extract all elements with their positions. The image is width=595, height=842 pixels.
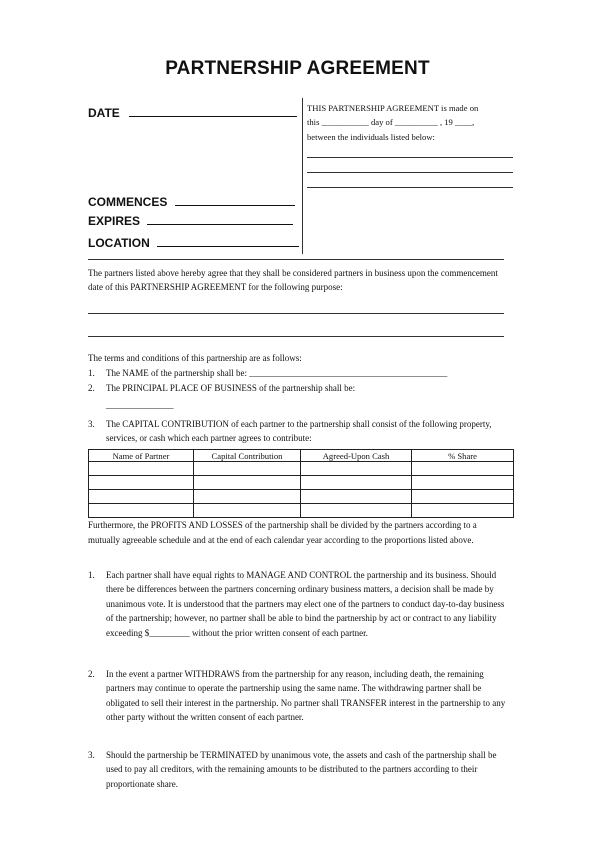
term-name: The NAME of the partnership shall be: ____________________________________________ <box>106 368 448 378</box>
capital-contribution-table <box>88 449 514 518</box>
table-cell[interactable] <box>412 476 514 490</box>
date-label: DATE <box>88 106 120 120</box>
table-cell[interactable] <box>89 504 194 518</box>
location-field <box>88 235 299 250</box>
clause-manage-control: Each partner shall have equal rights to MANAGE AND CONTROL the partnership and its business. Should there be differences between the partners concerning ordinary business matters, a decision shall be made by unanimous vote. It is understood that the partners may elect one of the partners to conduct day-to-day business of the partnership; however, no partner shall be able to bind the partnership by act or contract to any liability exceeding $_________ without the prior written consent of each partner. <box>106 570 505 638</box>
commences-field <box>88 194 295 209</box>
intro-line-2: this ___________ day of __________ , 19 ____, <box>307 117 475 127</box>
table-cell[interactable] <box>412 462 514 476</box>
table-cell[interactable] <box>301 490 412 504</box>
partner-line-1[interactable] <box>307 157 513 158</box>
location-label: LOCATION <box>88 236 150 250</box>
clause-number: 3. <box>88 750 95 760</box>
table-cell[interactable] <box>301 462 412 476</box>
table-cell[interactable] <box>89 462 194 476</box>
table-row <box>89 504 514 518</box>
date-field <box>88 105 297 120</box>
table-cell[interactable] <box>89 476 194 490</box>
table-row <box>89 476 514 490</box>
table-cell[interactable] <box>194 504 301 518</box>
expires-input-line[interactable] <box>147 213 293 225</box>
term-capital: The CAPITAL CONTRIBUTION of each partner to the partnership shall consist of the following property, services, or cash which each partner agrees to contribute: <box>106 419 492 443</box>
intro-line-1: THIS PARTNERSHIP AGREEMENT is made on <box>307 103 479 113</box>
column-divider <box>302 98 303 254</box>
purpose-line-2[interactable] <box>88 336 504 337</box>
profits-paragraph: Furthermore, the PROFITS AND LOSSES of the partnership shall be divided by the partners according to a mutually agreeable schedule and at the end of each calendar year according to the proportions listed above. <box>88 520 477 545</box>
term-place: The PRINCIPAL PLACE OF BUSINESS of the partnership shall be: <box>106 383 356 393</box>
commences-input-line[interactable] <box>175 194 295 206</box>
col-header-capital: Capital Contribution <box>194 450 301 462</box>
date-input-line[interactable] <box>129 105 297 117</box>
term-number: 1. <box>88 368 95 378</box>
document-title: PARTNERSHIP AGREEMENT <box>165 58 430 79</box>
table-row <box>89 490 514 504</box>
clause-terminated: Should the partnership be TERMINATED by unanimous vote, the assets and cash of the partnership shall be used to pay all creditors, with the remaining amounts to be distributed to the partners according to their proportionate share. <box>106 750 497 789</box>
expires-label: EXPIRES <box>88 214 141 228</box>
table-cell[interactable] <box>194 462 301 476</box>
table-header-row <box>89 450 514 462</box>
expires-field <box>88 213 293 228</box>
term-number: 2. <box>88 383 95 393</box>
clause-number: 2. <box>88 669 95 679</box>
purpose-line-1[interactable] <box>88 313 504 314</box>
partner-line-3[interactable] <box>307 187 513 188</box>
col-header-share: % Share <box>412 450 514 462</box>
terms-heading: The terms and conditions of this partnership are as follows: <box>88 353 302 363</box>
table-cell[interactable] <box>89 490 194 504</box>
term-place-blank[interactable]: _______________ <box>106 400 174 410</box>
table-cell[interactable] <box>301 504 412 518</box>
clause-number: 1. <box>88 570 95 580</box>
table-cell[interactable] <box>412 490 514 504</box>
purpose-paragraph: The partners listed above hereby agree that they shall be considered partners in business upon the commencement date of this PARTNERSHIP AGREEMENT for the following purpose: <box>88 268 498 292</box>
commences-label: COMMENCES <box>88 195 168 209</box>
location-input-line[interactable] <box>157 235 299 247</box>
table-cell[interactable] <box>194 490 301 504</box>
table-row <box>89 462 514 476</box>
intro-line-3: between the individuals listed below: <box>307 132 435 142</box>
table-cell[interactable] <box>194 476 301 490</box>
col-header-name: Name of Partner <box>89 450 194 462</box>
col-header-cash: Agreed-Upon Cash <box>301 450 412 462</box>
table-cell[interactable] <box>412 504 514 518</box>
term-number: 3. <box>88 419 95 429</box>
section-divider <box>88 259 504 260</box>
table-cell[interactable] <box>301 476 412 490</box>
clause-withdraws: In the event a partner WITHDRAWS from the partnership for any reason, including death, the remaining partners may continue to operate the partnership using the same name. The withdrawing partner shall be obligated to sell their interest in the partnership. No partner shall TRANSFER interest in the partnership to any other party without the written consent of each partner. <box>106 669 506 723</box>
partner-line-2[interactable] <box>307 172 513 173</box>
